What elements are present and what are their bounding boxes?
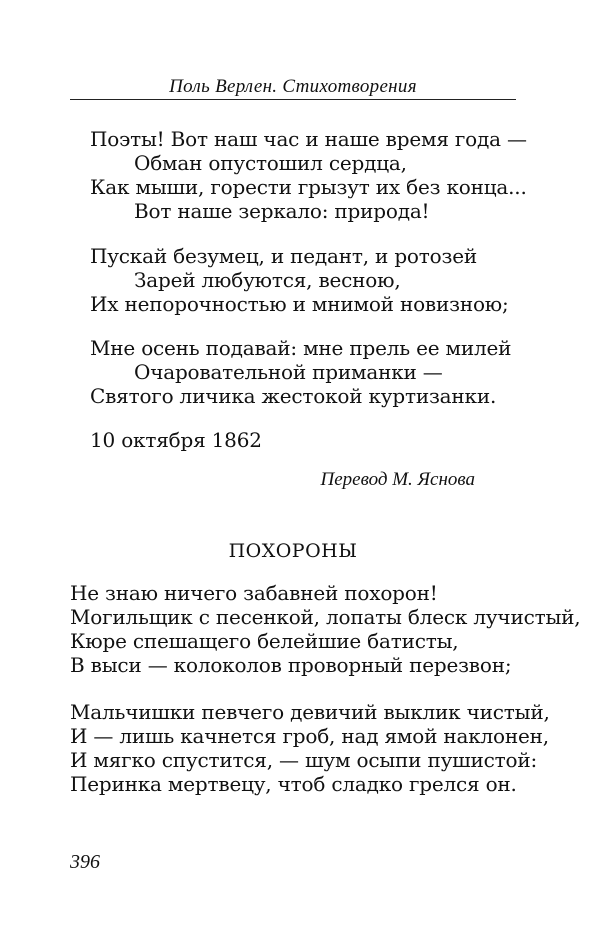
poem-line: Могильщик с песенкой, лопаты блеск лучистый,: [70, 605, 581, 629]
poem-line: Не знаю ничего забавней похорон!: [70, 581, 438, 605]
header-rule: [70, 99, 516, 100]
poem-line: Мальчишки певчего девичий выклик чистый,: [70, 700, 550, 724]
poem-title: ПОХОРОНЫ: [228, 540, 358, 562]
poem-date: 10 октября 1862: [90, 428, 262, 452]
poem-line: Их непорочностью и мнимой новизною;: [90, 292, 509, 316]
poem-line: И мягко спустится, — шум осыпи пушистой:: [70, 748, 538, 772]
poem-line: Перинка мертвецу, чтоб сладко грелся он.: [70, 772, 517, 796]
poem-line: В выси — колоколов проворный перезвон;: [70, 653, 512, 677]
poem-line: Святого личика жестокой куртизанки.: [90, 384, 497, 408]
poem-line: Вот наше зеркало: природа!: [134, 199, 430, 223]
poem-line: Кюре спешащего белейшие батисты,: [70, 629, 459, 653]
poem-line: Обман опустошил сердца,: [134, 151, 407, 175]
poem-line: Пускай безумец, и педант, и ротозей: [90, 244, 477, 268]
running-head: Поль Верлен. Стихотворения: [169, 76, 417, 97]
poem-line: Очаровательной приманки —: [134, 360, 443, 384]
poem-line: Как мыши, горести грызут их без конца...: [90, 175, 527, 199]
poem-line: Зарей любуются, весною,: [134, 268, 401, 292]
poem-line: Поэты! Вот наш час и наше время года —: [90, 127, 527, 151]
page-number: 396: [70, 851, 100, 873]
poem-line: Мне осень подавай: мне прель ее милей: [90, 336, 512, 360]
poem-line: И — лишь качнется гроб, над ямой наклонен,: [70, 724, 549, 748]
translator-credit: Перевод М. Яснова: [320, 469, 475, 490]
